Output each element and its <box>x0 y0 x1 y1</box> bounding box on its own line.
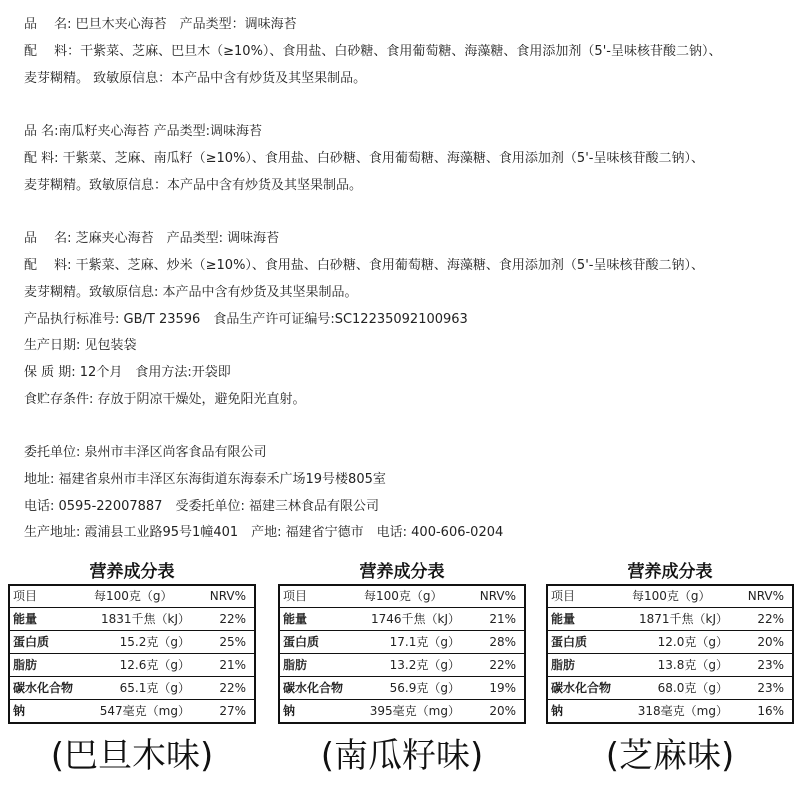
row-value: 1746千焦（kJ） <box>370 612 460 626</box>
row-nrv: 20% <box>489 704 516 718</box>
ingredients-line: 配 料: 干紫菜、芝麻、南瓜籽（≥10%）、食用盐、白砂糖、食用葡萄糖、海藻糖、食用添加剂（5'-呈味核苷酸二钠）、 <box>24 151 704 166</box>
table-row <box>548 699 792 722</box>
row-item: 能量 <box>283 612 308 626</box>
row-value: 13.8克（g） <box>657 658 728 672</box>
product-name-line: 品 名: 芝麻夹心海苔 产品类型: 调味海苔 <box>24 231 280 246</box>
row-nrv: 16% <box>757 704 784 718</box>
header-per: 每100克（g） <box>94 589 173 603</box>
row-value: 1871千焦（kJ） <box>638 612 728 626</box>
row-value: 17.1克（g） <box>389 635 460 649</box>
row-item: 脂肪 <box>13 658 38 672</box>
row-nrv: 19% <box>489 681 516 695</box>
nutrition-panel-almond <box>8 560 256 780</box>
row-item: 蛋白质 <box>551 635 588 649</box>
table-row <box>548 607 792 630</box>
factory-line: 生产地址: 霞浦县工业路95号1幢401 产地: 福建省宁德市 电话: 400-606-0204 <box>24 525 504 540</box>
row-value: 395毫克（mg） <box>369 704 460 718</box>
nutrition-table <box>546 584 794 724</box>
row-nrv: 21% <box>219 658 246 672</box>
row-value: 15.2克（g） <box>119 635 190 649</box>
table-row <box>280 607 524 630</box>
nutrition-table <box>278 584 526 724</box>
row-nrv: 23% <box>757 658 784 672</box>
header-nrv: NRV% <box>479 589 516 603</box>
table-row <box>280 630 524 653</box>
table-header <box>548 586 792 607</box>
row-nrv: 25% <box>219 635 246 649</box>
row-item: 能量 <box>13 612 38 626</box>
table-row <box>10 676 254 699</box>
row-value: 12.6克（g） <box>119 658 190 672</box>
flavor-label: (芝麻味) <box>605 736 735 776</box>
header-item: 项目 <box>551 589 576 603</box>
flavor-label: (南瓜籽味) <box>320 736 484 776</box>
header-per: 每100克（g） <box>364 589 443 603</box>
row-nrv: 23% <box>757 681 784 695</box>
row-item: 钠 <box>551 704 564 718</box>
row-nrv: 20% <box>757 635 784 649</box>
table-header <box>280 586 524 607</box>
table-row <box>10 607 254 630</box>
table-row <box>548 630 792 653</box>
row-item: 碳水化合物 <box>551 681 612 695</box>
header-nrv: NRV% <box>747 589 784 603</box>
table-row <box>10 630 254 653</box>
row-nrv: 22% <box>219 681 246 695</box>
table-row <box>280 653 524 676</box>
row-value: 13.2克（g） <box>389 658 460 672</box>
table-row <box>10 653 254 676</box>
table-row <box>280 699 524 722</box>
nutrition-table <box>8 584 256 724</box>
row-value: 547毫克（mg） <box>99 704 190 718</box>
entrust-line: 委托单位: 泉州市丰泽区尚客食品有限公司 <box>24 445 267 460</box>
header-per: 每100克（g） <box>632 589 711 603</box>
phone-line: 电话: 0595-22007887 受委托单位: 福建三林食品有限公司 <box>24 499 379 514</box>
row-value: 65.1克（g） <box>119 681 190 695</box>
allergen-line: 麦芽糊精。 致敏原信息：本产品中含有炒货及其坚果制品。 <box>24 71 367 86</box>
row-item: 碳水化合物 <box>13 681 74 695</box>
nutrition-panel-sesame <box>546 560 794 780</box>
table-header <box>10 586 254 607</box>
row-value: 1831千焦（kJ） <box>100 612 190 626</box>
address-line: 地址: 福建省泉州市丰泽区东海街道东海泰禾广场19号楼805室 <box>24 472 386 487</box>
product-name-line: 品 名:南瓜籽夹心海苔 产品类型:调味海苔 <box>24 124 263 139</box>
row-value: 68.0克（g） <box>657 681 728 695</box>
header-item: 项目 <box>283 589 308 603</box>
row-nrv: 22% <box>219 612 246 626</box>
allergen-line: 麦芽糊精。致敏原信息：本产品中含有炒货及其坚果制品。 <box>24 178 363 193</box>
row-item: 钠 <box>283 704 296 718</box>
ingredients-line: 配 料：干紫菜、芝麻、巴旦木（≥10%）、食用盐、白砂糖、食用葡萄糖、海藻糖、食用添加剂（5'-呈味核苷酸二钠）、 <box>24 44 722 59</box>
product-name-line: 品 名: 巴旦木夹心海苔 产品类型：调味海苔 <box>24 17 297 32</box>
flavor-label: (巴旦木味) <box>50 736 214 776</box>
row-nrv: 27% <box>219 704 246 718</box>
row-nrv: 22% <box>489 658 516 672</box>
row-item: 能量 <box>551 612 576 626</box>
row-value: 12.0克（g） <box>657 635 728 649</box>
row-nrv: 28% <box>489 635 516 649</box>
row-item: 脂肪 <box>283 658 308 672</box>
row-item: 蛋白质 <box>283 635 320 649</box>
header-item: 项目 <box>13 589 38 603</box>
table-row <box>10 699 254 722</box>
allergen-line: 麦芽糊精。致敏原信息: 本产品中含有炒货及其坚果制品。 <box>24 285 358 300</box>
row-nrv: 22% <box>757 612 784 626</box>
row-nrv: 21% <box>489 612 516 626</box>
production-date-line: 生产日期: 见包装袋 <box>24 338 137 353</box>
nutrition-title: 营养成分表 <box>627 562 713 582</box>
table-row <box>548 676 792 699</box>
nutrition-title: 营养成分表 <box>89 562 175 582</box>
header-nrv: NRV% <box>209 589 246 603</box>
nutrition-panel-pumpkin <box>278 560 526 780</box>
row-value: 318毫克（mg） <box>637 704 728 718</box>
table-row <box>548 653 792 676</box>
ingredients-line: 配 料: 干紫菜、芝麻、炒米（≥10%）、食用盐、白砂糖、食用葡萄糖、海藻糖、食用添加剂（5'-呈味核苷酸二钠）、 <box>24 258 704 273</box>
row-value: 56.9克（g） <box>389 681 460 695</box>
row-item: 蛋白质 <box>13 635 50 649</box>
shelf-life-line: 保 质 期: 12个月 食用方法:开袋即 <box>24 365 231 380</box>
nutrition-title: 营养成分表 <box>359 562 445 582</box>
row-item: 碳水化合物 <box>283 681 344 695</box>
row-item: 钠 <box>13 704 26 718</box>
standard-line: 产品执行标准号: GB/T 23596 食品生产许可证编号:SC12235092100963 <box>24 312 468 327</box>
row-item: 脂肪 <box>551 658 576 672</box>
storage-line: 食贮存条件: 存放于阴凉干燥处，避免阳光直射。 <box>24 392 306 407</box>
table-row <box>280 676 524 699</box>
